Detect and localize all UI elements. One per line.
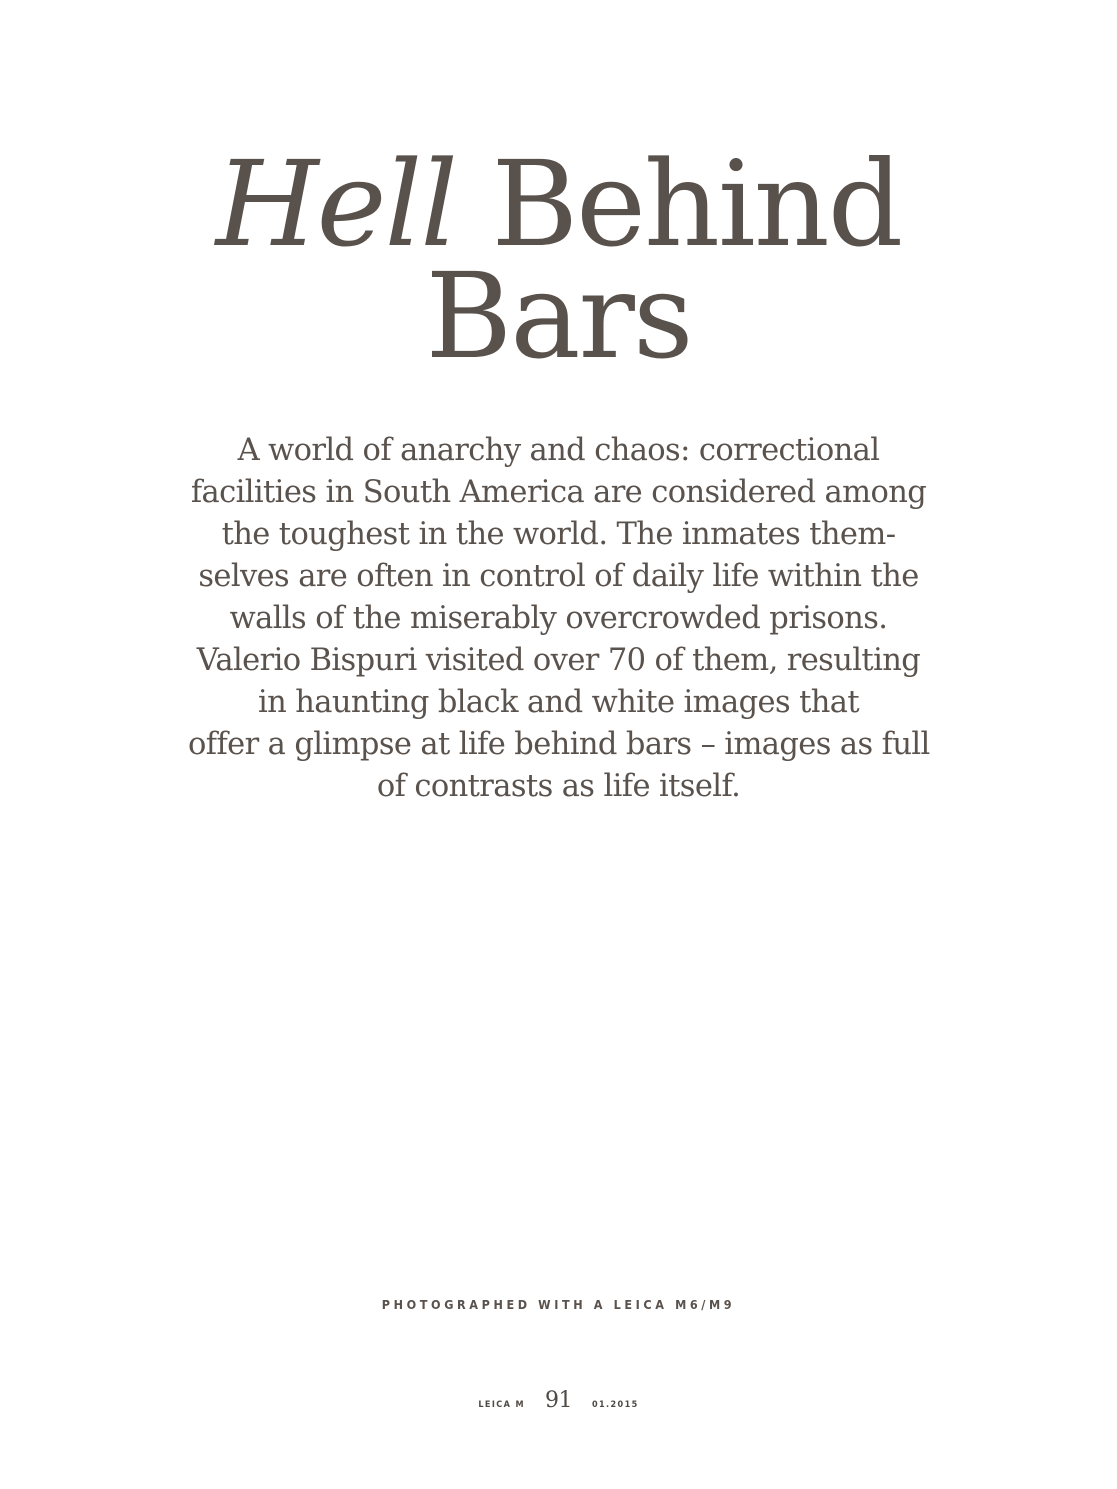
headline-rest-line-1: Behind <box>455 135 902 273</box>
page-footer <box>0 1388 1117 1413</box>
intro-line: the toughest in the world. The inmates them- <box>221 517 896 552</box>
intro-line: A world of anarchy and chaos: correctional <box>237 433 880 468</box>
headline-line-1 <box>0 135 1117 273</box>
publication-name: LEICA M <box>478 1400 525 1410</box>
page-number: 91 <box>544 1388 572 1413</box>
headline-italic-word: Hell <box>215 135 456 273</box>
intro-paragraph <box>188 430 929 808</box>
issue-date: 01.2015 <box>591 1400 639 1410</box>
intro-line: selves are often in control of daily life within the <box>198 559 919 594</box>
intro-line: facilities in South America are considered among <box>190 475 927 510</box>
intro-line: walls of the miserably overcrowded prisons. <box>229 601 888 636</box>
photo-credit: PHOTOGRAPHED WITH A LEICA M6/M9 <box>381 1297 736 1312</box>
article-headline <box>0 135 1117 385</box>
intro-line: of contrasts as life itself. <box>376 769 741 804</box>
headline-line-2: Bars <box>425 247 692 385</box>
intro-line: in haunting black and white images that <box>257 685 860 720</box>
intro-line: offer a glimpse at life behind bars – images as full <box>188 727 930 762</box>
intro-line: Valerio Bispuri visited over 70 of them, resulting <box>196 643 921 678</box>
